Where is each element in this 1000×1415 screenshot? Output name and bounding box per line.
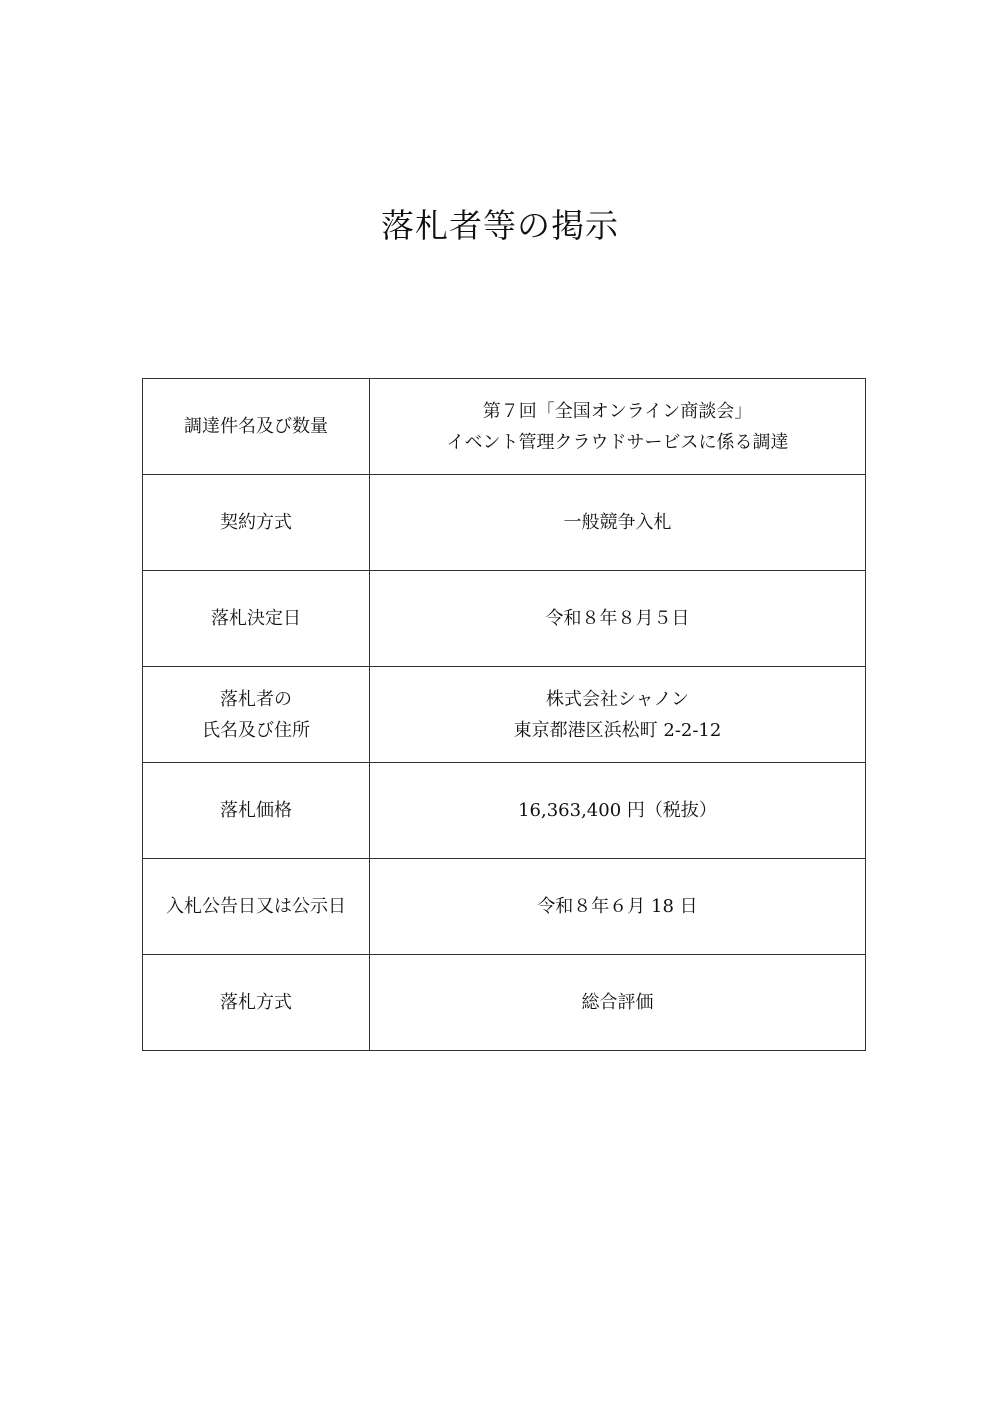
award-info-table (142, 378, 866, 1051)
value-text: 株式会社シャノン (546, 688, 689, 710)
value-text: イベント管理クラウドサービスに係る調達 (446, 431, 789, 453)
label-text: 落札決定日 (211, 608, 301, 629)
label-text: 氏名及び住所 (202, 719, 310, 741)
row-label-notice-date (143, 859, 370, 955)
row-label-contract-method (143, 475, 370, 571)
table-row-contract-method (143, 475, 866, 571)
value-text: 令和８年６月 18 日 (537, 896, 698, 917)
row-label-winner (143, 667, 370, 763)
table-row-winner (143, 667, 866, 763)
row-value-award-date (370, 571, 866, 667)
value-text: 第７回「全国オンライン商談会」 (482, 400, 753, 422)
table-row-procurement-subject (143, 379, 866, 475)
row-label-award-price (143, 763, 370, 859)
label-text: 入札公告日又は公示日 (166, 896, 346, 917)
row-label-award-method (143, 955, 370, 1051)
row-value-award-price (370, 763, 866, 859)
label-text: 落札方式 (220, 992, 292, 1013)
label-text: 契約方式 (220, 512, 292, 533)
value-text: 一般競争入札 (563, 512, 672, 533)
value-text: 令和８年８月５日 (545, 608, 690, 629)
page-title: 落札者等の掲示 (381, 206, 619, 245)
row-value-contract-method (370, 475, 866, 571)
label-text: 落札者の (220, 688, 292, 710)
row-label-award-date (143, 571, 370, 667)
value-text: 16,363,400 円（税抜） (518, 800, 717, 821)
row-value-notice-date (370, 859, 866, 955)
label-text: 調達件名及び数量 (184, 416, 328, 437)
label-text: 落札価格 (220, 800, 292, 821)
row-value-procurement-subject (370, 379, 866, 475)
row-label-procurement-subject (143, 379, 370, 475)
row-value-winner (370, 667, 866, 763)
table-row-notice-date (143, 859, 866, 955)
value-text: 東京都港区浜松町 2-2-12 (513, 719, 722, 741)
table-row-award-price (143, 763, 866, 859)
table-row-award-method (143, 955, 866, 1051)
row-value-award-method (370, 955, 866, 1051)
value-text: 総合評価 (581, 992, 654, 1013)
table-row-award-date (143, 571, 866, 667)
